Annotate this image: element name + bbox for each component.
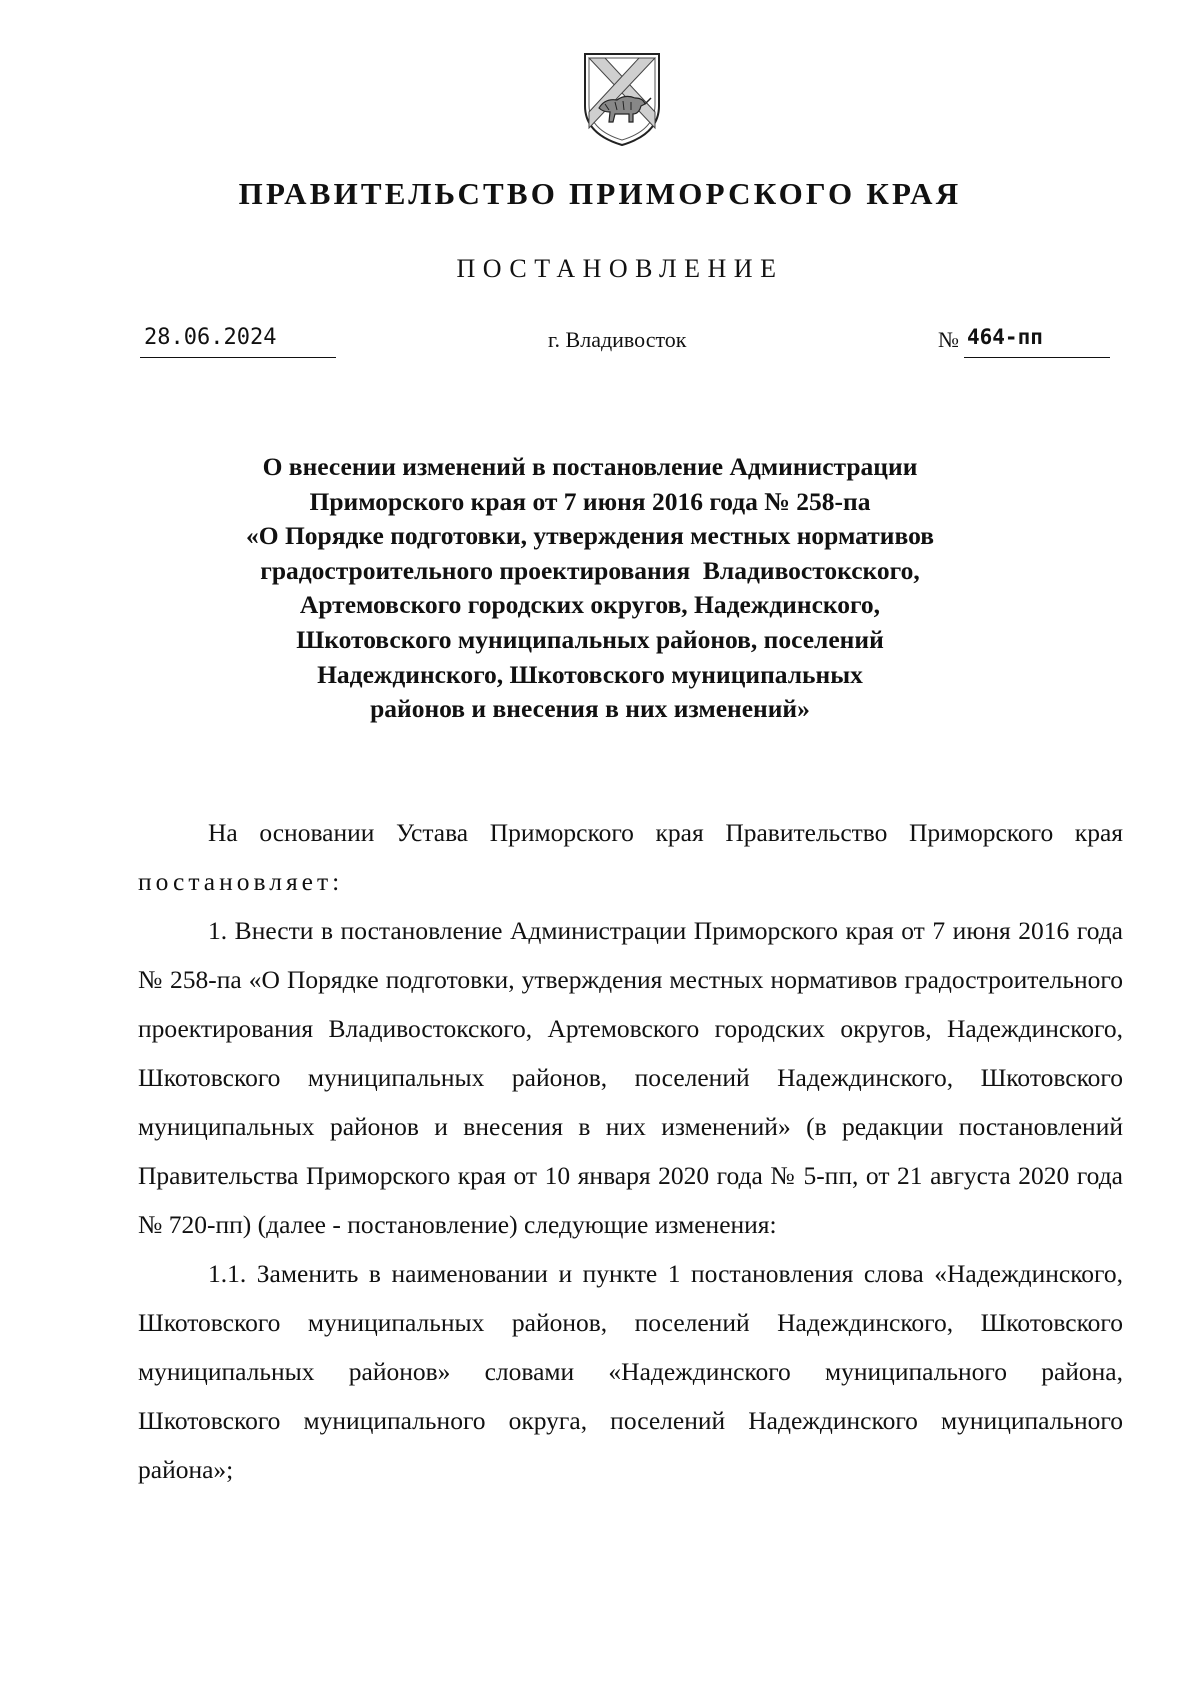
- subject-line: Надеждинского, Шкотовского муниципальных: [317, 659, 863, 689]
- subject-line: Приморского края от 7 июня 2016 года № 258-па: [309, 486, 871, 516]
- subject-line: «О Порядке подготовки, утверждения местных нормативов: [246, 521, 934, 551]
- document-body: [138, 808, 1123, 1494]
- preamble-paragraph: [138, 808, 1123, 906]
- organization-title: ПРАВИТЕЛЬСТВО ПРИМОРСКОГО КРАЯ: [238, 176, 962, 211]
- document-city: г. Владивосток: [548, 327, 687, 352]
- document-number: 464-пп: [964, 325, 1110, 358]
- coat-of-arms-icon: [581, 48, 663, 148]
- item-1-1-paragraph: 1.1. Заменить в наименовании и пункте 1 постановления слова «Надеждинского, Шкотовского муниципальных районов, поселений Надеждинского, Шкотовского муниципальных районов» словами «Надеждинского муниципального района, Шкотовского муниципального округа, поселений Надеждинского муниципального района»;: [138, 1259, 1123, 1484]
- subject-line: градостроительного проектирования Владивостокского,: [260, 555, 920, 585]
- subject-line: Артемовского городских округов, Надеждинского,: [299, 590, 881, 620]
- preamble-resolves: постановляет:: [138, 867, 344, 896]
- document-type: ПОСТАНОВЛЕНИЕ: [456, 254, 784, 283]
- subject-line: районов и внесения в них изменений»: [370, 694, 810, 724]
- document-date: 28.06.2024: [140, 325, 336, 358]
- document-meta: [0, 325, 1200, 361]
- document-number-label: №: [938, 327, 959, 352]
- document-subject: [150, 450, 1030, 727]
- preamble-text: На основании Устава Приморского края Правительство Приморского края: [208, 818, 1123, 847]
- subject-line: Шкотовского муниципальных районов, поселений: [296, 624, 884, 654]
- subject-line: О внесении изменений в постановление Администрации: [262, 452, 918, 481]
- item-1-paragraph: 1. Внести в постановление Администрации Приморского края от 7 июня 2016 года № 258-па «О Порядке подготовки, утверждения местных нормативов градостроительного проектирования Владивостокского, Артемовского городских округов, Надеждинского, Шкотовского муниципальных районов, поселений Надеждинского, Шкотовского муниципальных районов и внесения в них изменений» (в редакции постановлений Правительства Приморского края от 10 января 2020 года № 5-пп, от 21 августа 2020 года № 720-пп) (далее - постановление) следующие изменения:: [138, 916, 1123, 1239]
